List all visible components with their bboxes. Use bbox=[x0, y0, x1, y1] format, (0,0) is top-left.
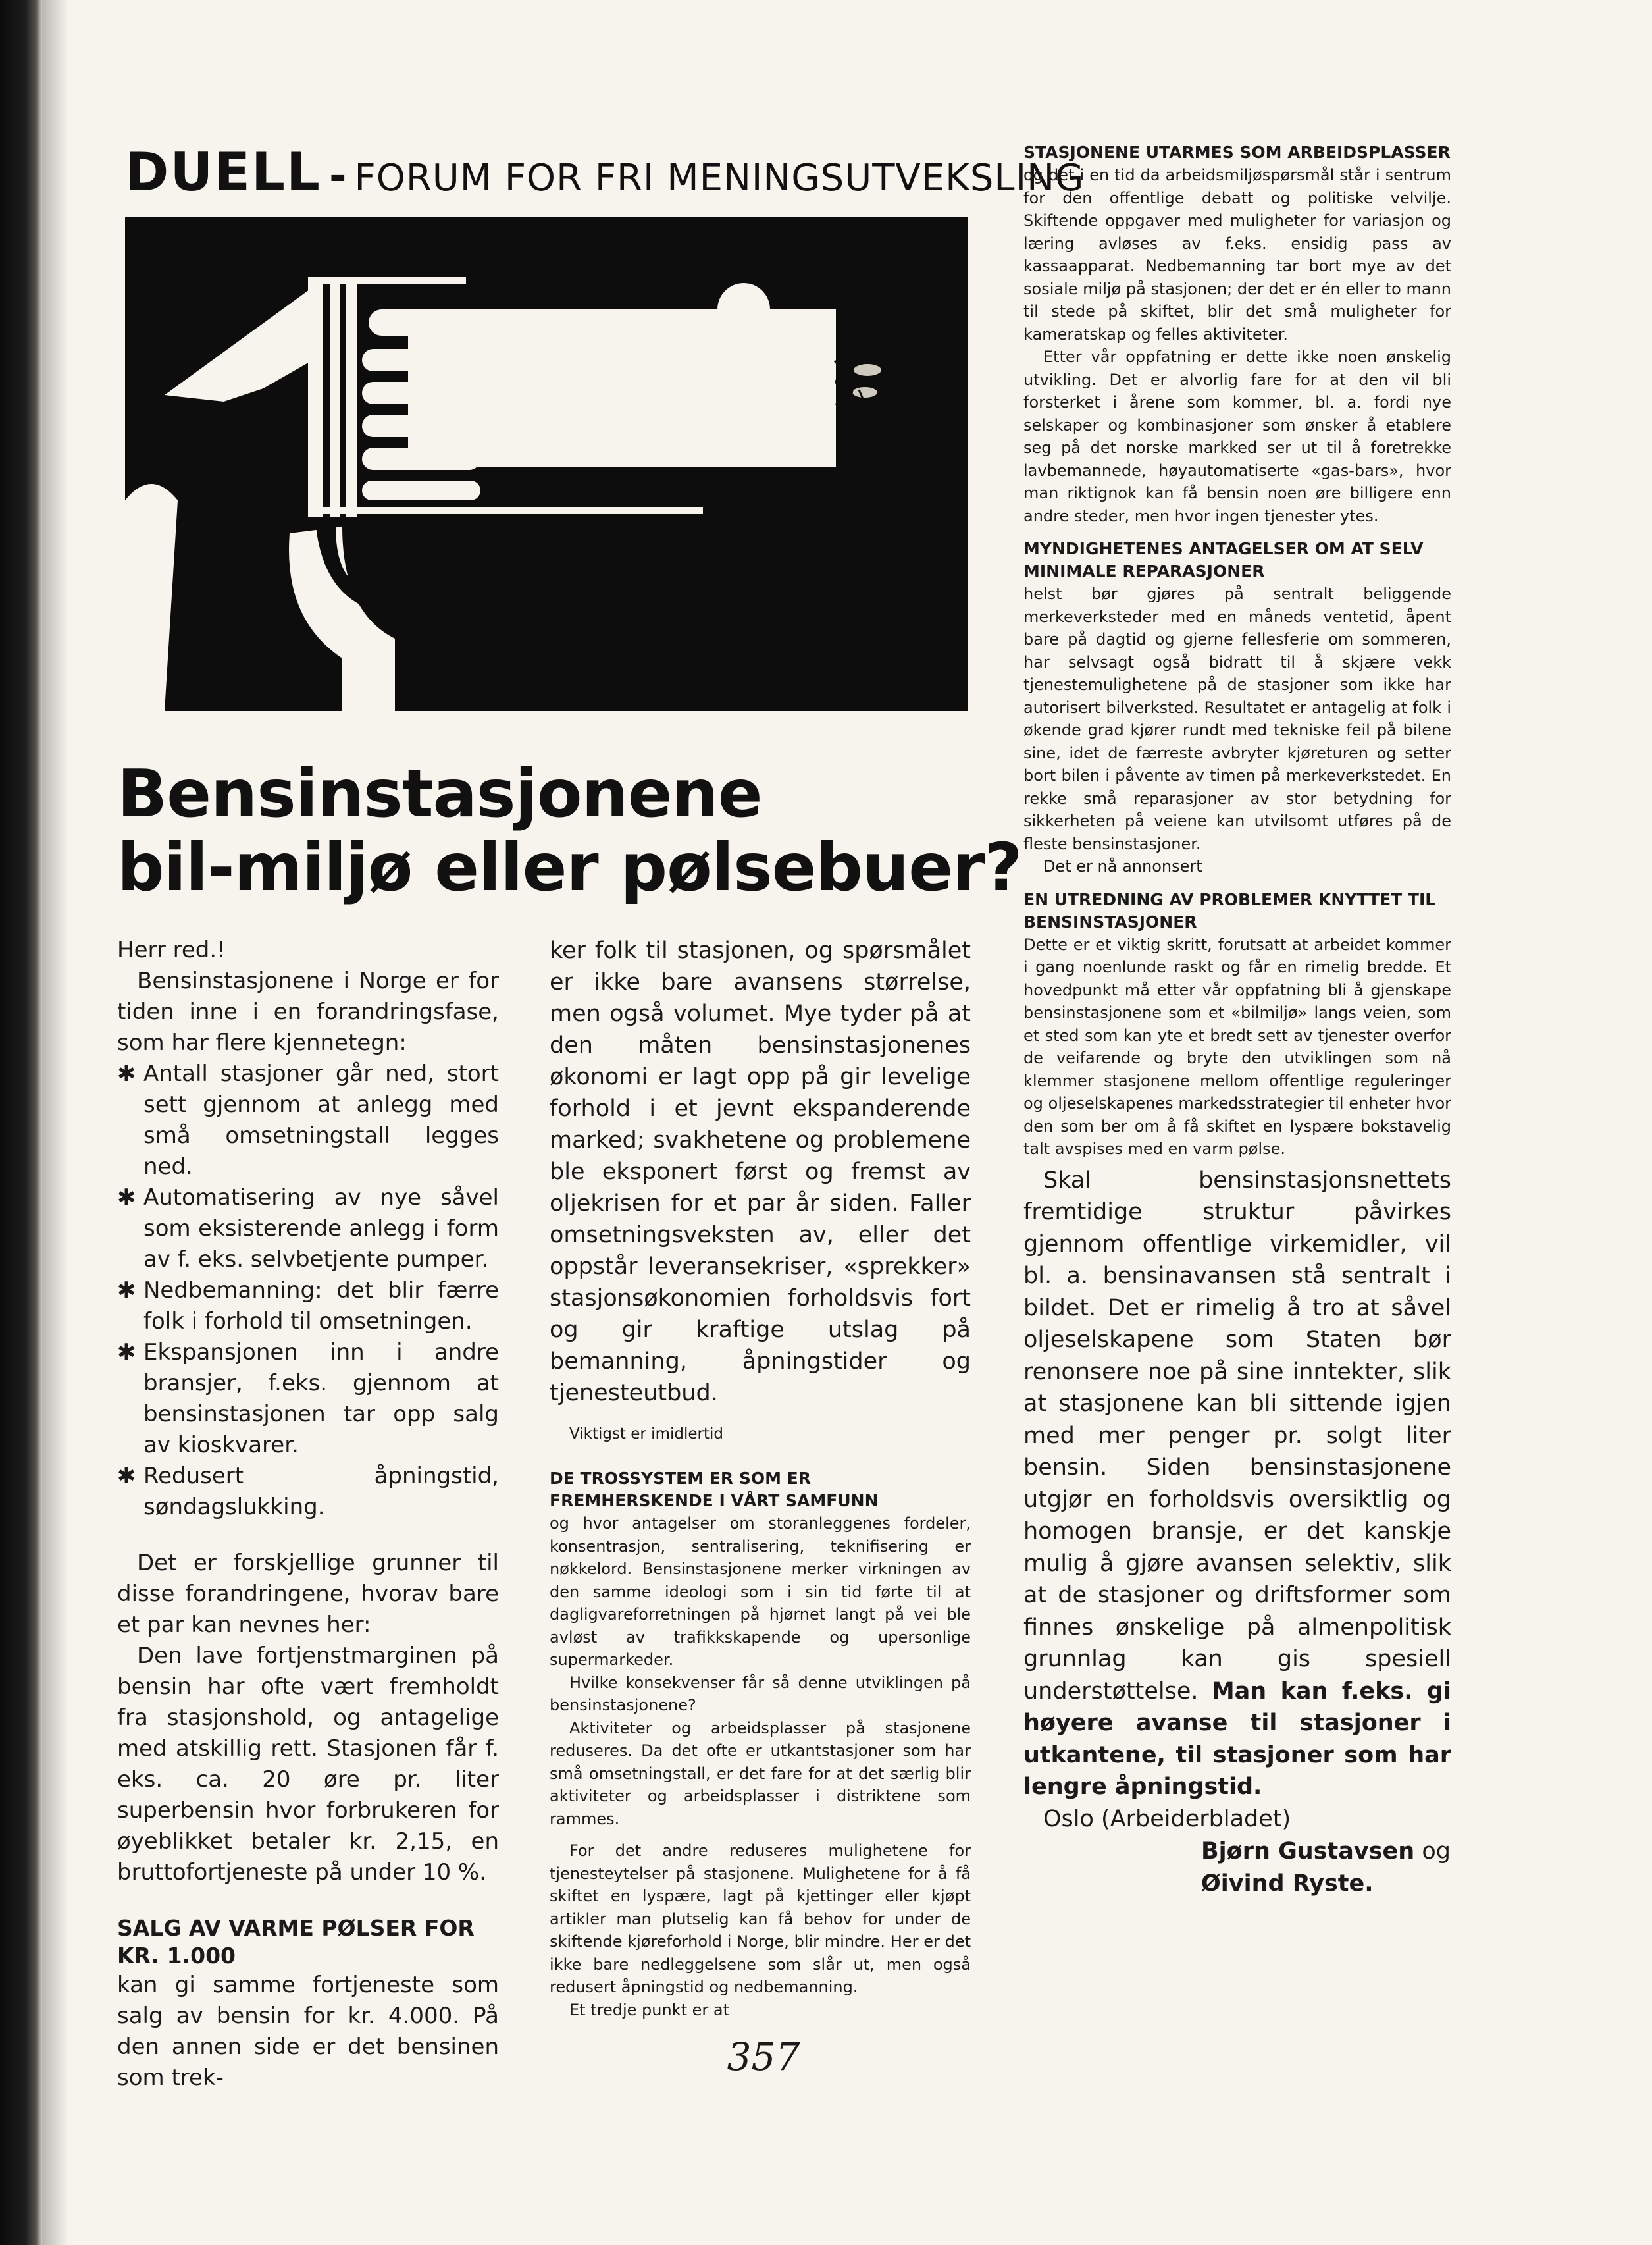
article-column-1 bbox=[117, 935, 499, 2094]
signer-line-1: Bjørn Gustavsen og bbox=[1201, 1837, 1451, 1864]
body-paragraph: Aktiviteter og arbeidsplasser på stasjonene reduseres. Da det ofte er utkantstasjoner som har små omsetningstall, er det fare for at det særlig blir aktiviteter og arbeidsplasser i distriktene som rammes. bbox=[550, 1718, 971, 1828]
body-paragraph: Etter vår oppfatning er dette ikke noen ønskelig utvikling. Det er alvorlig fare for at den vil bli forsterket i årene som kommer, bl. a. fordi nye selskaper og kombinasjoner som ønsker å etablere seg på det norske markked ser ut til å foretrekke lavbemannede, høyautomatiserte «gas-bars», hvor man riktignok kan få bensin noen øre billigere enn andre steder, men hvor ingen tjenester ytes. bbox=[1023, 348, 1451, 525]
closing-bold-text: Man kan f.eks. gi høyere avanse til stasjoner i utkantene, til stasjoner som har lengre åpningstid. bbox=[1023, 1677, 1451, 1800]
section-subhead: MYNDIGHETENES ANTAGELSER OM AT SELV MINIMALE REPARASJONER bbox=[1023, 539, 1424, 581]
asterisk-icon: ✱ bbox=[117, 1463, 136, 1489]
article-column-3 bbox=[1023, 142, 1451, 1900]
list-item-text: Ekspansjonen inn i andre bransjer, f.eks. gjennom at bensinstasjonen tar opp salg av kioskvarer. bbox=[143, 1339, 499, 1458]
section-header bbox=[125, 142, 1085, 203]
list-item bbox=[117, 1337, 499, 1461]
headline-line-2: bil-miljø eller pølsebuer? bbox=[117, 829, 1022, 906]
list-item bbox=[117, 1461, 499, 1523]
body-paragraph: Det er forskjellige grunner til disse forandringene, hvorav bare et par kan nevnes her: bbox=[117, 1550, 499, 1638]
gun-illustration-svg bbox=[125, 217, 968, 711]
list-item-text: Redusert åpningstid, søndagslukking. bbox=[143, 1463, 499, 1520]
intro-paragraph: Bensinstasjonene i Norge er for tiden inne i en forandringsfase, som har flere kjennetegn: bbox=[117, 968, 499, 1056]
list-item-text: Nedbemanning: det blir færre folk i forhold til omsetningen. bbox=[143, 1277, 499, 1334]
list-item-text: Antall stasjoner går ned, stort sett gjennom at anlegg med små omsetningstall legges ned. bbox=[143, 1061, 499, 1180]
list-item bbox=[117, 1182, 499, 1275]
body-paragraph: Dette er et viktig skritt, forutsatt at arbeidet kommer i gang noenlunde raskt og får en rimelig bredde. Et hovedpunkt må etter vår oppfatning bli å gjenskape bensinstasjonene som et «bilmiljø» langs veien, som et sted som kan yte et bredt sett av tjenester overfor de veifarende og bryte den utviklingen som nå klemmer stasjonene mellom offentlige reguleringer og oljeselskapenes markedsstrategier til enheter hvor den som ber om å få skiftet en lyspære bokstavelig talt avspises med en varm pølse. bbox=[1023, 935, 1451, 1158]
closing-paragraph bbox=[1023, 1165, 1451, 1803]
small-text-block bbox=[550, 1467, 971, 2021]
page-number: 357 bbox=[727, 2034, 800, 2079]
article-headline bbox=[117, 755, 1022, 906]
body-paragraph: For det andre reduseres mulighetene for tjenesteytelser på stasjonene. Mulighetene for å få skiftet en lyspære, lagt på kjettinger eller kjøpt artikler man plutselig kan få behov for under de skiftende kjøreforhold i Norge, blir mindre. Her er det ikke bare nedleggelsene som slår ut, men også redusert åpningstid og nedbemanning. bbox=[550, 1841, 971, 1996]
asterisk-icon: ✱ bbox=[117, 1184, 136, 1211]
list-item-text: Automatisering av nye såvel som eksisterende anlegg i form av f. eks. selvbetjente pumper. bbox=[143, 1184, 499, 1273]
salutation: Herr red.! bbox=[117, 937, 226, 963]
header-separator: - bbox=[328, 152, 347, 201]
list-item bbox=[117, 1275, 499, 1337]
body-paragraph: Hvilke konsekvenser får så denne utviklingen på bensinstasjonene? bbox=[550, 1673, 971, 1714]
gun-and-fly-illustration bbox=[125, 217, 968, 711]
section-subhead: SALG AV VARME PØLSER FOR KR. 1.000 bbox=[117, 1915, 475, 1968]
headline-line-1: Bensinstasjonene bbox=[117, 755, 762, 832]
body-paragraph: Den lave fortjenstmarginen på bensin har ofte vært fremholdt fra stasjonshold, og antagelige med atskillig rett. Stasjonen får f. eks. ca. 20 øre pr. liter superbensin hvor forbrukeren for øyeblikket betaler kr. 2,15, en bruttofortjeneste på under 10 %. bbox=[117, 1643, 499, 1886]
small-text-block bbox=[1023, 142, 1451, 1161]
section-subhead: STASJONENE UTARMES SOM ARBEIDSPLASSER bbox=[1023, 143, 1451, 162]
body-paragraph: helst bør gjøres på sentralt beliggende merkeverksteder med en måneds ventetid, åpent bare på dagtid og gjerne fellesferie om sommeren, har selvsagt også bidratt til å skjære vekk tjenestemulighetene på de stasjoner som ikke har autorisert bilverksted. Resultatet er antagelig at folk i økende grad kjører rundt med tekniske feil på bilene sine, idet de færreste avbryter kjøreturen og setter bort bilen i påvente av timen på merkeverkstedet. En rekke små reparasjoner av stor betydning for sikkerheten på veiene kan utvilsomt utføres på de fleste bensinstasjoner. bbox=[1023, 585, 1451, 853]
body-paragraph: kan gi samme fortjeneste som salg av bensin for kr. 4.000. På den annen side er det bensinen som trek- bbox=[117, 1972, 499, 2091]
signoff-place: Oslo (Arbeiderbladet) bbox=[1043, 1805, 1291, 1832]
lead-in-note: Viktigst er imidlertid bbox=[569, 1425, 723, 1442]
body-paragraph: Det er nå annonsert bbox=[1043, 857, 1202, 876]
closing-text: Skal bensinstasjonsnettets fremtidige struktur påvirkes gjennom offentlige virkemidler, vil bl. a. bensinavansen stå sentralt i bildet. Det er rimelig å tro at såvel oljeselskapene som Staten bør renonsere noe på sine inntekter, slik at stasjonene kan bli sittende igjen med mer penger pr. solgt liter bensin. Siden bensinstasjonene utgjør en forholdsvis oversiktlig og homogen bransje, er det kanskje mulig å gjøre avansen selektiv, slik at de stasjoner og driftsformer som finnes ønskelige på almenpolitisk grunnlag kan gis spesiell understøttelse. bbox=[1023, 1167, 1451, 1704]
asterisk-icon: ✱ bbox=[117, 1277, 136, 1304]
signer-line-2: Øivind Ryste. bbox=[1201, 1870, 1374, 1897]
body-paragraph: Et tredje punkt er at bbox=[569, 2000, 729, 2019]
body-paragraph: ker folk til stasjonen, og spørsmålet er ikke bare avansens størrelse, men også volumet. Mye tyder på at den måten bensinstasjonenes økonomi er lagt opp på gir levelige forhold i et jevnt ekspanderende marked; svakhetene og problemene ble eksponert først og fremst av oljekrisen for et par år siden. Faller omsetningsveksten av, eller det oppstår leveransekriser, «sprekker» stasjonsøkonomien forholdsvis fort og gir kraftige utslag på bemanning, åpningstider og tjenesteutbud. bbox=[550, 938, 971, 1406]
asterisk-icon: ✱ bbox=[117, 1339, 136, 1365]
list-item bbox=[117, 1059, 499, 1182]
section-subhead: DE TROSSYSTEM ER SOM ER FREMHERSKENDE I VÅRT SAMFUNN bbox=[550, 1469, 879, 1510]
section-subhead: EN UTREDNING AV PROBLEMER KNYTTET TIL BENSINSTASJONER bbox=[1023, 889, 1436, 932]
header-title: DUELL bbox=[125, 142, 321, 203]
body-paragraph: og det i en tid da arbeidsmiljøspørsmål står i sentrum for den offentlige debatt og politiske velvilje. Skiftende oppgaver med muligheter for variasjon og læring avløses av f.eks. ensidig pass av kassaapparat. Nedbemanning tar bort mye av det sosiale miljø på stasjonen; der det er én eller to mann til stede på skiftet, blir det små muligheter for kameratskap og felles aktiviteter. bbox=[1023, 166, 1451, 344]
bullet-list bbox=[117, 1059, 499, 1523]
page-binding-shadow bbox=[0, 0, 42, 2245]
article-column-2 bbox=[550, 935, 971, 2021]
page-edge-shadow bbox=[42, 0, 68, 2245]
asterisk-icon: ✱ bbox=[117, 1061, 136, 1087]
header-subtitle: FORUM FOR FRI MENINGSUTVEKSLING bbox=[354, 157, 1085, 199]
body-paragraph: og hvor antagelser om storanleggenes fordeler, konsentrasjon, sentralisering, teknifisering er nøkkelord. Bensinstasjonene merker virkningen av den samme ideologi som i sin tid førte til at dagligvareforretningen på hjørnet langt på vei ble avløst av trafikkskapende og upersonlige supermarkeder. bbox=[550, 1514, 971, 1669]
